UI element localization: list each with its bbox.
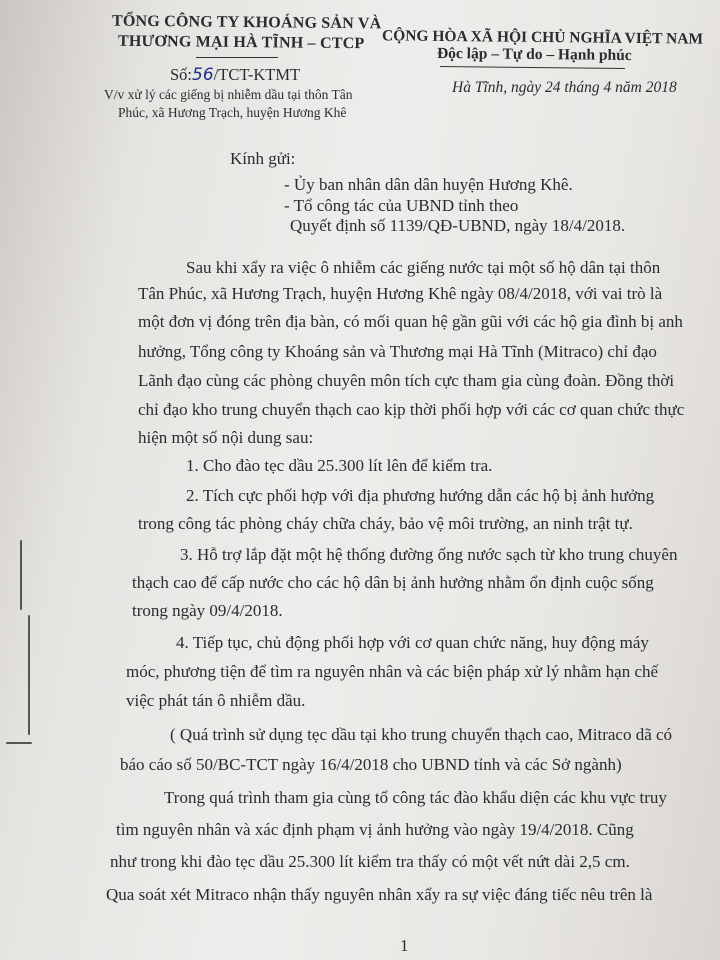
doc-number-suffix: /TCT-KTMT <box>213 65 301 84</box>
para2-line4: Qua soát xét Mitraco nhận thấy nguyên nhân xẩy ra sự việc đáng tiếc nêu trên là <box>106 885 653 904</box>
note-line2: báo cáo số 50/BC-TCT ngày 16/4/2018 cho UBND tỉnh và các Sở ngành) <box>120 755 622 774</box>
item4-line3: việc phát tán ô nhiễm dầu. <box>126 691 306 710</box>
org-underline <box>196 57 278 58</box>
para2-line3: như trong khi đào tẹc dầu 25.300 lít kiểm tra thấy có một vết nứt dài 2,5 cm. <box>110 852 630 871</box>
para1-line5: Lãnh đạo cùng các phòng chuyên môn tích cực tham gia cùng đoàn. Đồng thời <box>138 371 675 390</box>
para2-line1: Trong quá trình tham gia cùng tổ công tác đào khẩu diện các khu vực truy <box>164 788 667 807</box>
para1-line1: Sau khi xẩy ra việc ô nhiễm các giếng nước tại một số hộ dân tại thôn <box>186 258 661 277</box>
left-edge-mark-3 <box>6 742 32 744</box>
item1: 1. Cho đào tẹc dầu 25.300 lít lên để kiểm tra. <box>186 456 493 475</box>
motto-underline <box>440 66 625 69</box>
item2-line1: 2. Tích cực phối hợp với địa phương hướng dẫn các hộ bị ảnh hưởng <box>186 486 655 505</box>
item4-line1: 4. Tiếp tục, chủ động phối hợp với cơ quan chức năng, huy động máy <box>176 633 649 652</box>
recipient-1: - Ủy ban nhân dân dân huyện Hương Khê. <box>284 175 573 194</box>
para1-line7: hiện một số nội dung sau: <box>138 428 314 447</box>
page-number: 1 <box>400 936 409 955</box>
para1-line4: hưởng, Tổng công ty Khoáng sản và Thương mại Hà Tĩnh (Mitraco) chỉ đạo <box>138 342 657 361</box>
subject-line1: V/v xử lý các giếng bị nhiễm dầu tại thôn Tân <box>104 87 353 102</box>
item4-line2: móc, phương tiện để tìm ra nguyên nhân và các biện pháp xử lý nhằm hạn chế <box>126 662 659 681</box>
left-edge-mark-2 <box>28 615 30 735</box>
left-edge-mark <box>20 540 22 610</box>
para1-line2: Tân Phúc, xã Hương Trạch, huyện Hương Khê ngày 08/4/2018, với vai trò là <box>138 284 663 303</box>
item3-line2: thạch cao để cấp nước cho các hộ dân bị ảnh hưởng nhằm ổn định cuộc sống <box>132 573 654 592</box>
doc-number-prefix: Số: <box>170 65 193 84</box>
item3-line1: 3. Hỗ trợ lắp đặt một hệ thống đường ống nước sạch từ kho trung chuyên <box>180 545 678 564</box>
greeting: Kính gửi: <box>230 149 296 168</box>
place-date: Hà Tĩnh, ngày 24 tháng 4 năm 2018 <box>452 79 677 96</box>
item3-line3: trong ngày 09/4/2018. <box>132 601 283 620</box>
subject-line2: Phúc, xã Hương Trạch, huyện Hương Khê <box>118 105 347 120</box>
motto: Độc lập – Tự do – Hạnh phúc <box>436 44 632 65</box>
recipient-2: - Tổ công tác của UBND tỉnh theo <box>284 196 519 215</box>
org-name-line1: TỔNG CÔNG TY KHOÁNG SẢN VÀ <box>111 12 382 33</box>
note-line1: ( Quá trình sử dụng tẹc dầu tại kho trung chuyển thạch cao, Mitraco dã có <box>170 725 673 744</box>
org-name-line2: THƯƠNG MẠI HÀ TĨNH – CTCP <box>117 32 365 53</box>
nation-title: CỘNG HÒA XÃ HỘI CHỦ NGHĨA VIỆT NAM <box>381 27 704 48</box>
para1-line3: một đơn vị đóng trên địa bàn, có mối quan hệ gần gũi với các hộ gia đình bị anh <box>138 312 683 331</box>
document-number <box>170 65 300 85</box>
para2-line2: tìm nguyên nhân và xác định phạm vị ảnh hưởng vào ngày 19/4/2018. Cũng <box>116 820 634 839</box>
recipient-3: Quyết định số 1139/QĐ-UBND, ngày 18/4/2018. <box>290 216 626 235</box>
para1-line6: chỉ đạo kho trung chuyển thạch cao kịp thời phối hợp với các cơ quan chức thực <box>138 400 685 419</box>
item2-line2: trong công tác phòng cháy chữa cháy, bảo vệ môi trường, an ninh trật tự. <box>138 514 633 533</box>
doc-number-handwritten: 56 <box>192 65 214 85</box>
